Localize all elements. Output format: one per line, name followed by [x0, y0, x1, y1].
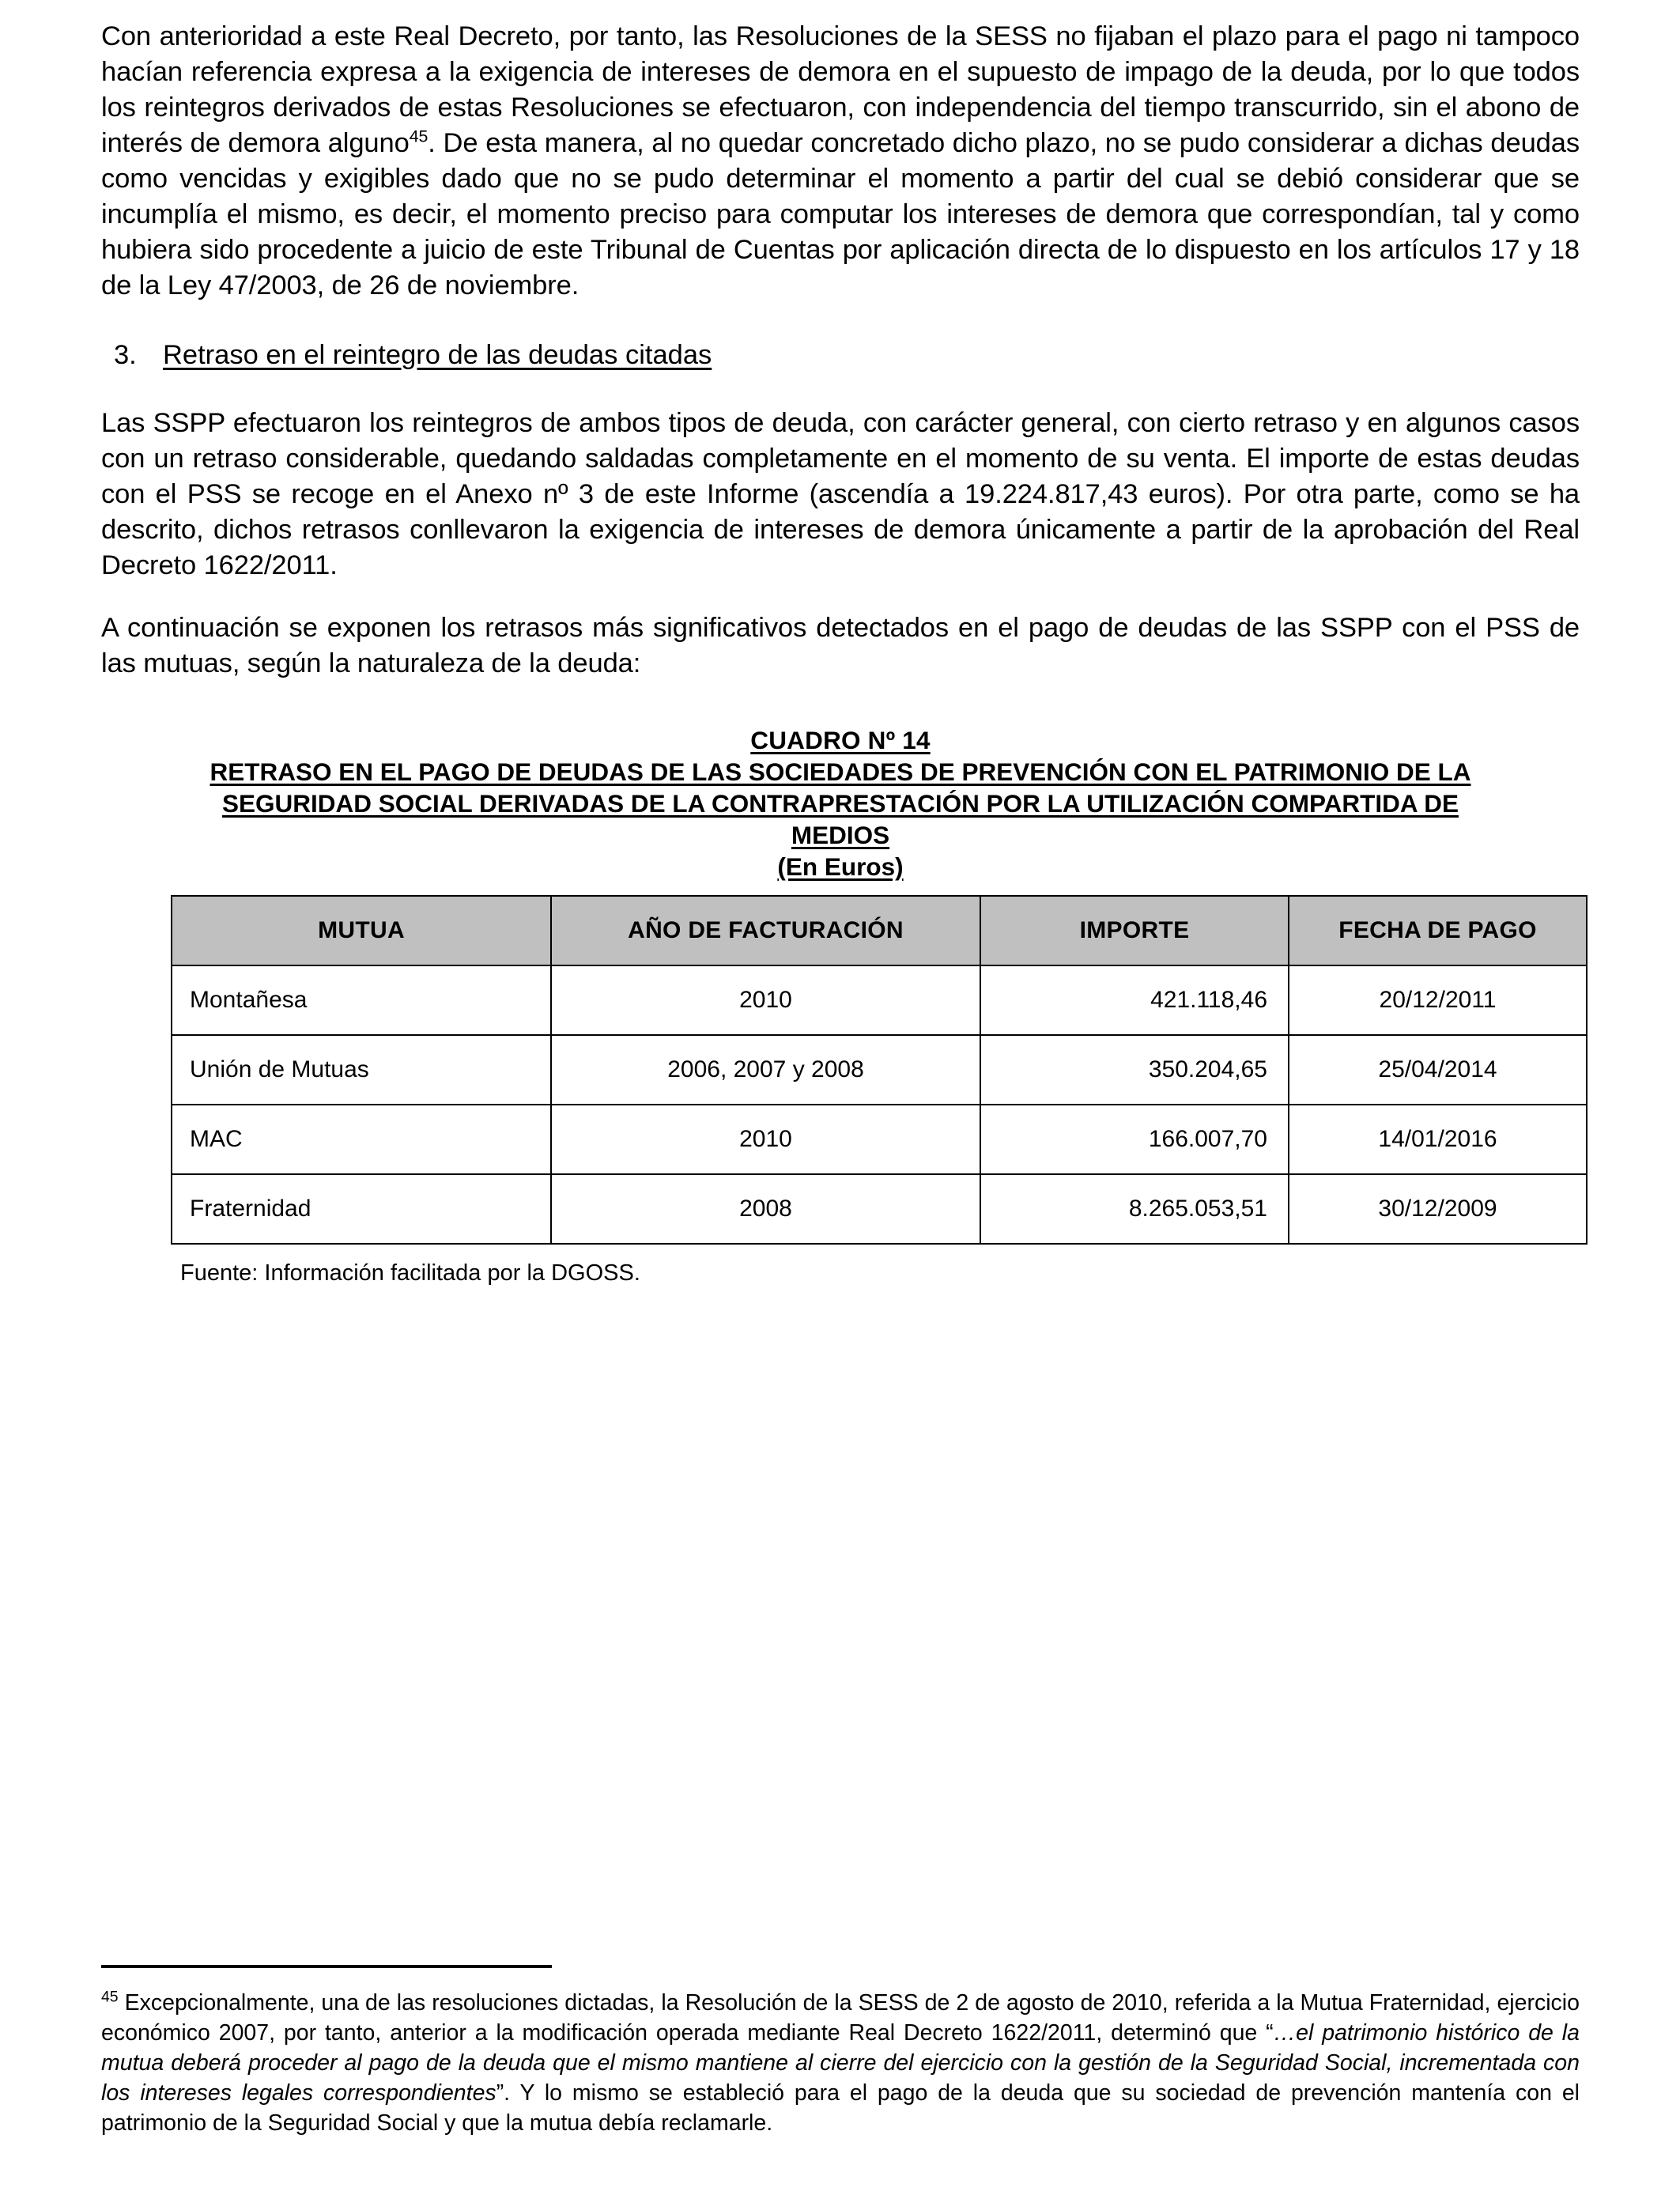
table-row: [172, 1105, 1587, 1174]
section-heading-3: [101, 340, 1580, 371]
footnote-number: 45: [101, 1988, 119, 2006]
cell-importe: 166.007,70: [980, 1105, 1289, 1174]
cell-mutua: Fraternidad: [172, 1174, 551, 1244]
footnote-part-1: Excepcionalmente, una de las resoluciones dictadas, la Resolución de la SESS de 2 de agosto de 2010, referida a la Mutua Fraternidad, ejercicio económico 2007, por tanto, anterior a la modificación operada mediante Real Decreto 1622/2011, determinó que “: [101, 1990, 1580, 2046]
table-row: [172, 1174, 1587, 1244]
cell-anio: 2008: [551, 1174, 980, 1244]
paragraph-anterioridad: [101, 19, 1580, 304]
footnote-part-2: ”. Y lo mismo se estableció para el pago de la deuda que su sociedad de prevención mantenía con el patrimonio de la Seguridad Social y que la mutua debía reclamarle.: [101, 2080, 1580, 2136]
cell-anio: 2010: [551, 965, 980, 1035]
cell-importe: 8.265.053,51: [980, 1174, 1289, 1244]
table-caption-line-2: RETRASO EN EL PAGO DE DEUDAS DE LAS SOCIEDADES DE PREVENCIÓN CON EL PATRIMONIO DE LA: [210, 757, 1471, 787]
retraso-pago-deudas-table: [171, 895, 1588, 1245]
table-caption-line-1: CUADRO Nº 14: [750, 726, 931, 755]
cell-fecha: 30/12/2009: [1289, 1174, 1587, 1244]
footnote-separator-rule: [101, 1965, 552, 1968]
paragraph-sspp-reintegros: Las SSPP efectuaron los reintegros de ambos tipos de deuda, con carácter general, con cierto retraso y en algunos casos con un retraso considerable, quedando saldadas completamente en el momento de su venta. El importe de estas deudas con el PSS se recoge en el Anexo nº 3 de este Informe (ascendía a 19.224.817,43 euros). Por otra parte, como se ha descrito, dichos retrasos conllevaron la exigencia de intereses de demora únicamente a partir de la aprobación del Real Decreto 1622/2011.: [101, 408, 1580, 581]
cell-fecha: 25/04/2014: [1289, 1035, 1587, 1105]
footnote-45: [101, 1989, 1580, 2138]
table-caption-line-5: (En Euros): [777, 852, 904, 882]
section-heading-title: Retraso en el reintegro de las deudas citadas: [163, 340, 712, 371]
cell-anio: 2006, 2007 y 2008: [551, 1035, 980, 1105]
table-caption-line-3: SEGURIDAD SOCIAL DERIVADAS DE LA CONTRAPRESTACIÓN POR LA UTILIZACIÓN COMPARTIDA DE: [222, 789, 1459, 818]
table-row: [172, 1035, 1587, 1105]
cell-mutua: Montañesa: [172, 965, 551, 1035]
footnote-reference-45[interactable]: 45: [409, 127, 428, 146]
paragraph-a-continuacion: A continuación se exponen los retrasos más significativos detectados en el pago de deudas de las SSPP con el PSS de las mutuas, según la naturaleza de la deuda:: [101, 613, 1580, 679]
table-source-note: Fuente: Información facilitada por la DGOSS.: [180, 1260, 640, 1286]
table-caption: [101, 724, 1580, 882]
paragraph-anterioridad-continuation: . De esta manera, al no quedar concretado dicho plazo, no se pudo considerar a dichas deudas como vencidas y exigibles dado que no se pudo determinar el momento a partir del cual se debió considerar que se incumplía el mismo, es decir, el momento preciso para computar los intereses de demora que correspondían, tal y como hubiera sido procedente a juicio de este Tribunal de Cuentas por aplicación directa de lo dispuesto en los artículos 17 y 18 de la Ley 47/2003, de 26 de noviembre.: [101, 128, 1580, 301]
cell-fecha: 14/01/2016: [1289, 1105, 1587, 1174]
table-row: [172, 965, 1587, 1035]
cell-importe: 421.118,46: [980, 965, 1289, 1035]
table-header-mutua: MUTUA: [172, 896, 551, 965]
footnote-quote-italic: …el patrimonio histórico de la mutua deberá proceder al pago de la deuda que el mismo mantiene al cierre del ejercicio con la gestión de la Seguridad Social, incrementada con los intereses legales correspondientes: [101, 2019, 1580, 2106]
section-heading-number: 3.: [114, 340, 137, 371]
paragraph-anterioridad-text: Con anterioridad a este Real Decreto, por tanto, las Resoluciones de la SESS no fijaban el plazo para el pago ni tampoco hacían referencia expresa a la exigencia de intereses de demora en el supuesto de impago de la deuda, por lo que todos los reintegros derivados de estas Resoluciones se efectuaron, con independencia del tiempo transcurrido, sin el abono de interés de demora alguno: [101, 21, 1580, 159]
table-header-anio: AÑO DE FACTURACIÓN: [551, 896, 980, 965]
cell-anio: 2010: [551, 1105, 980, 1174]
footnote-area: [101, 1965, 1580, 2138]
cell-mutua: MAC: [172, 1105, 551, 1174]
table-header-row: [172, 896, 1587, 965]
page-content: [101, 19, 1580, 1286]
cell-mutua: Unión de Mutuas: [172, 1035, 551, 1105]
table-header-fecha: FECHA DE PAGO: [1289, 896, 1587, 965]
cell-importe: 350.204,65: [980, 1035, 1289, 1105]
cell-fecha: 20/12/2011: [1289, 965, 1587, 1035]
table-caption-line-4: MEDIOS: [791, 821, 890, 850]
table-header-importe: IMPORTE: [980, 896, 1289, 965]
